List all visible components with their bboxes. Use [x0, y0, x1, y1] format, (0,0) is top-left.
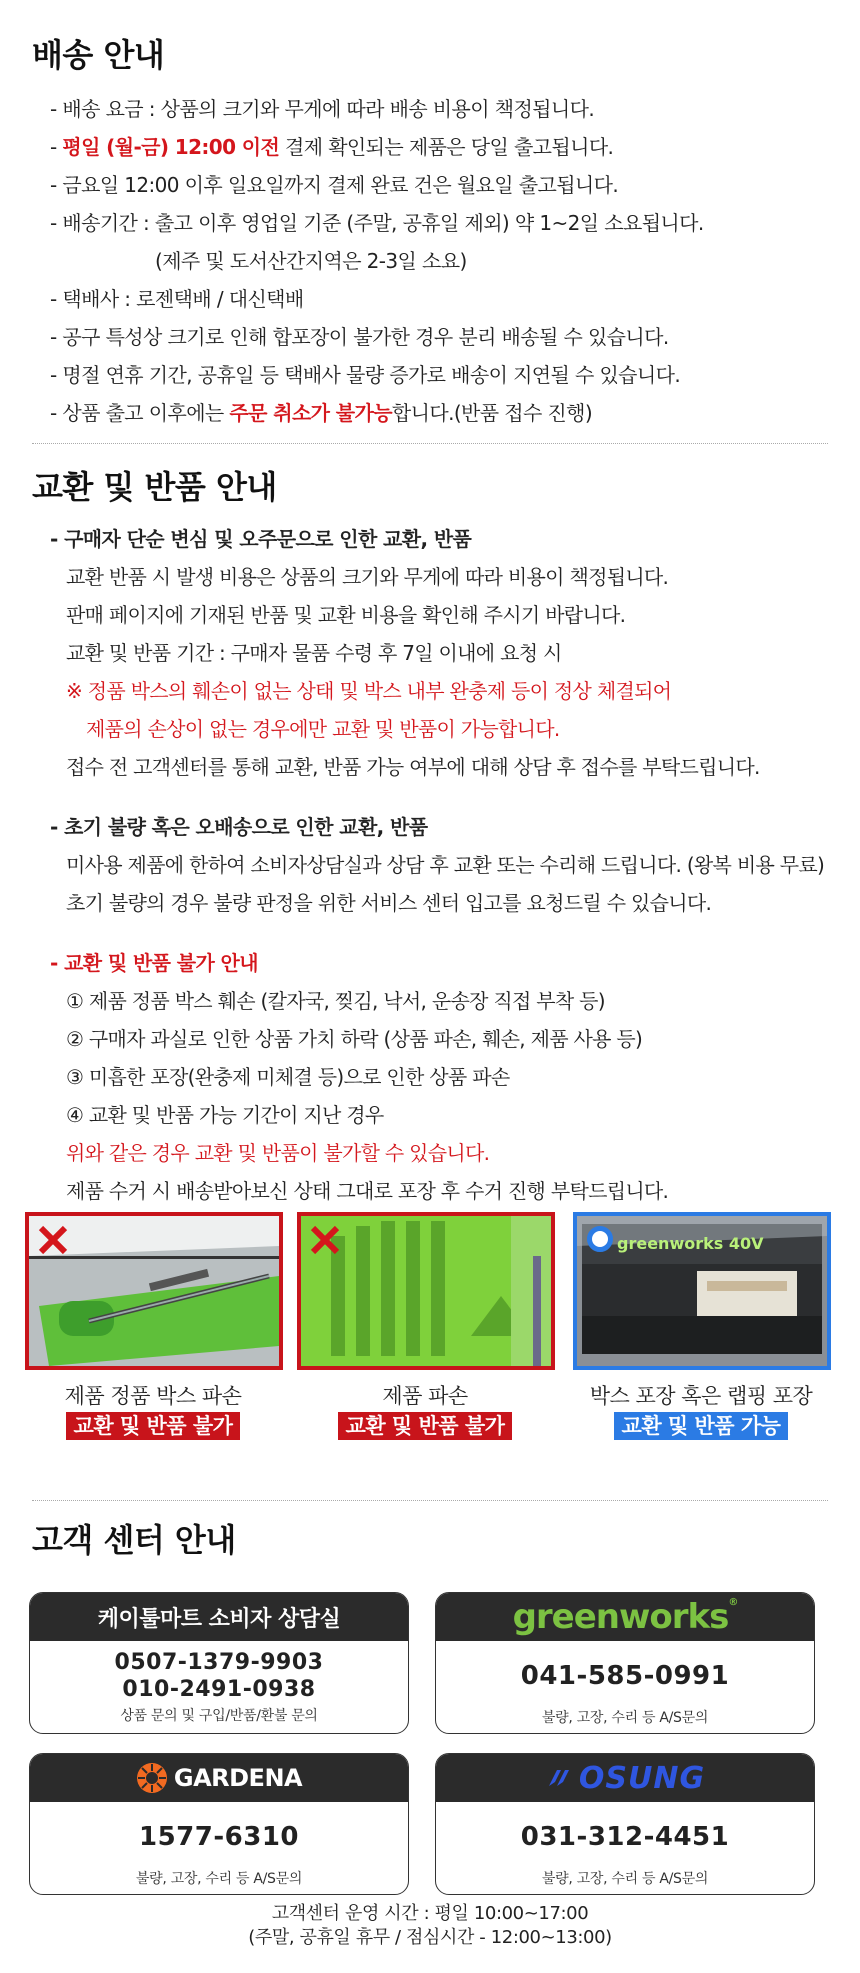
support-card-osung [435, 1753, 815, 1895]
returns-list [66, 558, 832, 786]
phone-number: 031-312-4451 [520, 1822, 730, 1852]
card-note: 불량, 고장, 수리 등 A/S문의 [135, 1871, 303, 1887]
example-caption [297, 1382, 553, 1440]
gardena-wordmark: GARDENA [173, 1764, 303, 1792]
example-caption [573, 1382, 829, 1440]
card-note: 상품 문의 및 구입/반품/환불 문의 [120, 1708, 318, 1724]
phone-number: 1577-6310 [138, 1822, 300, 1852]
returns-subheading: - 교환 및 반품 불가 안내 [50, 951, 258, 975]
returns-line: 판매 페이지에 기재된 반품 및 교환 비용을 확인해 주시기 바랍니다. [66, 603, 626, 627]
shipping-line: - 금요일 12:00 이후 일요일까지 결제 완료 건은 월요일 출고됩니다. [50, 173, 619, 197]
defect-list [66, 846, 832, 922]
returns-title: 교환 및 반품 안내 [32, 468, 277, 506]
returns-warning: ※ 정품 박스의 훼손이 없는 상태 및 박스 내부 완충제 등이 정상 체결되어 [66, 679, 672, 703]
returns-warning: 제품의 손상이 없는 경우에만 교환 및 반품이 가능합니다. [86, 717, 560, 741]
osung-wordmark: OSUNG [578, 1760, 706, 1796]
allowed-badge: 교환 및 반품 가능 [614, 1412, 789, 1440]
returns-line: 교환 및 반품 기간 : 구매자 물품 수령 후 7일 이내에 요청 시 [66, 641, 562, 665]
registered-mark: ® [728, 1597, 738, 1608]
not-allowed-item: ④ 교환 및 반품 가능 기간이 지난 경우 [66, 1103, 384, 1127]
card-body [30, 1641, 408, 1725]
phone-number: 010-2491-0938 [122, 1677, 316, 1702]
divider [32, 443, 828, 444]
card-header [30, 1754, 408, 1802]
osung-logo [545, 1761, 705, 1796]
phone-number: 0507-1379-9903 [114, 1650, 324, 1675]
phone-number: 041-585-0991 [520, 1661, 730, 1691]
o-mark-icon [587, 1226, 613, 1252]
not-allowed-item: ③ 미흡한 포장(완충제 미체결 등)으로 인한 상품 파손 [66, 1065, 510, 1089]
shipping-text: 합니다.(반품 접수 진행) [391, 401, 593, 425]
card-note: 불량, 고장, 수리 등 A/S문의 [541, 1710, 709, 1726]
gardena-logo [136, 1762, 302, 1794]
hours-line: 고객센터 운영 시간 : 평일 10:00~17:00 [271, 1903, 589, 1924]
example-product-damaged [297, 1212, 553, 1440]
card-header: 케이툴마트 소비자 상담실 [30, 1593, 408, 1641]
card-body [436, 1802, 814, 1888]
greenworks-logo: greenworks [512, 1597, 729, 1637]
hours-line: (주말, 공휴일 휴무 / 점심시간 - 12:00~13:00) [248, 1927, 612, 1948]
x-mark-icon [35, 1222, 71, 1258]
shipping-list [50, 90, 832, 432]
shipping-line: (제주 및 도서산간지역은 2-3일 소요) [155, 249, 467, 273]
returns-line: 교환 반품 시 발생 비용은 상품의 크기와 무게에 따라 비용이 책정됩니다. [66, 565, 669, 589]
defect-line: 미사용 제품에 한하여 소비자상담실과 상담 후 교환 또는 수리해 드립니다. (왕복 비용 무료) [66, 853, 825, 877]
same-day-highlight: 평일 (월-금) 12:00 이전 [62, 135, 280, 159]
dash: - [50, 135, 63, 159]
shipping-line: - 택배사 : 로젠택배 / 대신택배 [50, 287, 304, 311]
shipping-line: - 명절 연휴 기간, 공휴일 등 택배사 물량 증가로 배송이 지연될 수 있습니다. [50, 363, 681, 387]
example-caption-text: 제품 파손 [382, 1384, 468, 1408]
not-allowed-badge: 교환 및 반품 불가 [338, 1412, 513, 1440]
not-allowed-badge: 교환 및 반품 불가 [66, 1412, 241, 1440]
returns-line: 제품 수거 시 배송받아보신 상태 그대로 포장 후 수거 진행 부탁드립니다. [66, 1179, 669, 1203]
shipping-line [50, 394, 832, 432]
not-allowed-warning: 위와 같은 경우 교환 및 반품이 불가할 수 있습니다. [66, 1141, 490, 1165]
example-photo [297, 1212, 555, 1370]
shipping-line: - 공구 특성상 크기로 인해 합포장이 불가한 경우 분리 배송될 수 있습니다. [50, 325, 669, 349]
returns-section [32, 462, 832, 1210]
example-box-wrapped [573, 1212, 829, 1440]
not-allowed-item: ① 제품 정품 박스 훼손 (칼자국, 찢김, 낙서, 운송장 직접 부착 등) [66, 989, 605, 1013]
package-examples [25, 1212, 835, 1482]
returns-line: 접수 전 고객센터를 통해 교환, 반품 가능 여부에 대해 상담 후 접수를 부탁드립니다. [66, 755, 760, 779]
card-header [436, 1754, 814, 1802]
support-card-greenworks [435, 1592, 815, 1734]
card-body [436, 1641, 814, 1727]
x-mark-icon [307, 1222, 343, 1258]
support-card-ktoolmart [29, 1592, 409, 1734]
shipping-line: - 배송 요금 : 상품의 크기와 무게에 따라 배송 비용이 책정됩니다. [50, 97, 595, 121]
example-photo [573, 1212, 831, 1370]
gardena-flower-icon [136, 1762, 168, 1794]
shipping-title: 배송 안내 [32, 36, 165, 74]
box-brand-text: greenworks 40V [617, 1234, 764, 1253]
returns-subheading: - 초기 불량 혹은 오배송으로 인한 교환, 반품 [50, 815, 428, 839]
shipping-line: - 배송기간 : 출고 이후 영업일 기준 (주말, 공휴일 제외) 약 1~2일 소요됩니다. [50, 211, 704, 235]
shipping-section [32, 30, 832, 432]
osung-bolt-icon [545, 1764, 573, 1792]
defect-line: 초기 불량의 경우 불량 판정을 위한 서비스 센터 입고를 요청드릴 수 있습니다. [66, 891, 712, 915]
card-header [436, 1593, 814, 1641]
support-section [32, 1515, 832, 1561]
shipping-text: 결제 확인되는 제품은 당일 출고됩니다. [279, 135, 614, 159]
not-allowed-list [66, 982, 832, 1210]
example-caption-text: 제품 정품 박스 파손 [64, 1384, 242, 1408]
example-caption [25, 1382, 281, 1440]
not-allowed-item: ② 구매자 과실로 인한 상품 가치 하락 (상품 파손, 훼손, 제품 사용 등) [66, 1027, 643, 1051]
divider [32, 1500, 828, 1501]
returns-subheading: - 구매자 단순 변심 및 오주문으로 인한 교환, 반품 [50, 527, 472, 551]
support-card-gardena [29, 1753, 409, 1895]
no-cancel-highlight: 주문 취소가 불가능 [229, 401, 392, 425]
example-caption-text: 박스 포장 혹은 랩핑 포장 [589, 1384, 813, 1408]
shipping-text: - 상품 출고 이후에는 [50, 401, 230, 425]
support-hours [0, 1902, 860, 1950]
card-note: 불량, 고장, 수리 등 A/S문의 [541, 1871, 709, 1887]
shipping-line [50, 128, 832, 166]
example-photo [25, 1212, 283, 1370]
support-title: 고객 센터 안내 [32, 1521, 236, 1559]
example-box-damaged [25, 1212, 281, 1440]
card-body [30, 1802, 408, 1888]
